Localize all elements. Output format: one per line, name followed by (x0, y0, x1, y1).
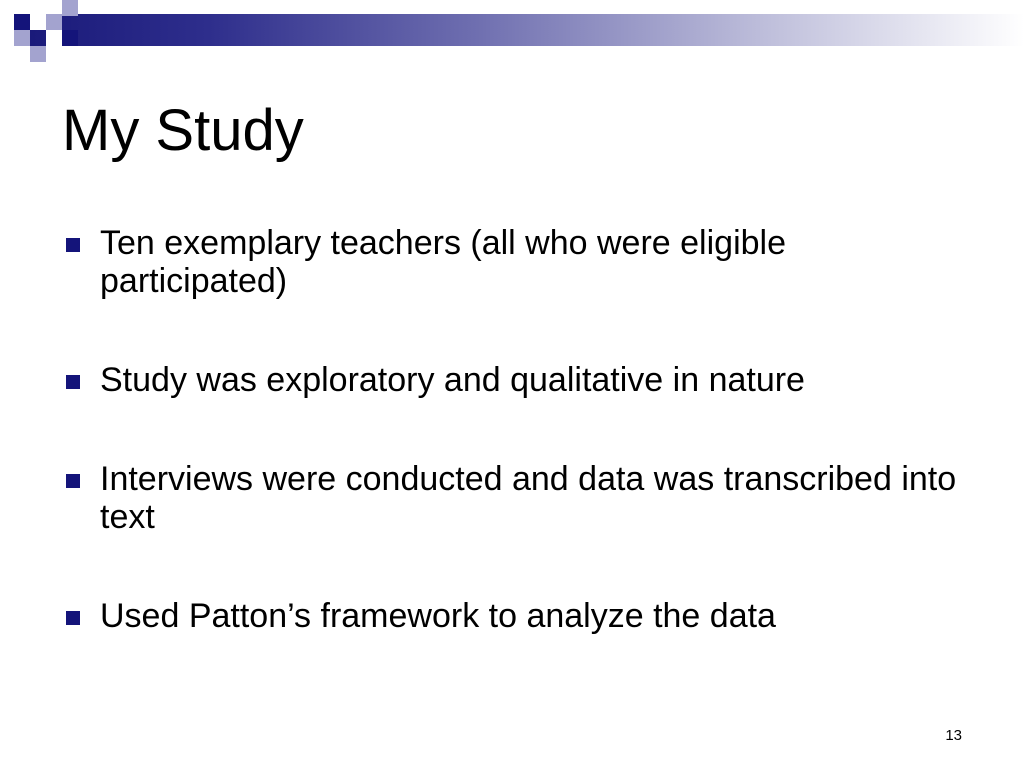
bullet-item (62, 460, 962, 536)
bullet-item (62, 597, 962, 635)
header-square-decoration (62, 0, 78, 16)
bullet-list (62, 224, 962, 696)
bullet-text: Used Patton’s framework to analyze the data (100, 597, 776, 635)
square-bullet-icon (66, 238, 80, 252)
header-square-decoration (46, 30, 62, 46)
square-bullet-icon (66, 474, 80, 488)
header-square-decoration (62, 30, 78, 46)
header-square-decoration (30, 14, 46, 30)
bullet-item (62, 224, 962, 300)
bullet-text: Ten exemplary teachers (all who were eligible participated) (100, 224, 786, 300)
square-bullet-icon (66, 375, 80, 389)
header-square-decoration (46, 14, 62, 30)
bullet-text: Study was exploratory and qualitative in nature (100, 361, 805, 399)
header-square-decoration (30, 46, 46, 62)
slide-title: My Study (62, 98, 304, 163)
square-bullet-icon (66, 611, 80, 625)
page-number: 13 (945, 727, 962, 744)
header-square-decoration (14, 30, 30, 46)
bullet-text: Interviews were conducted and data was transcribed into text (100, 460, 957, 536)
header-square-decoration (14, 14, 30, 30)
header-gradient-band (30, 14, 1024, 46)
bullet-item (62, 361, 962, 399)
